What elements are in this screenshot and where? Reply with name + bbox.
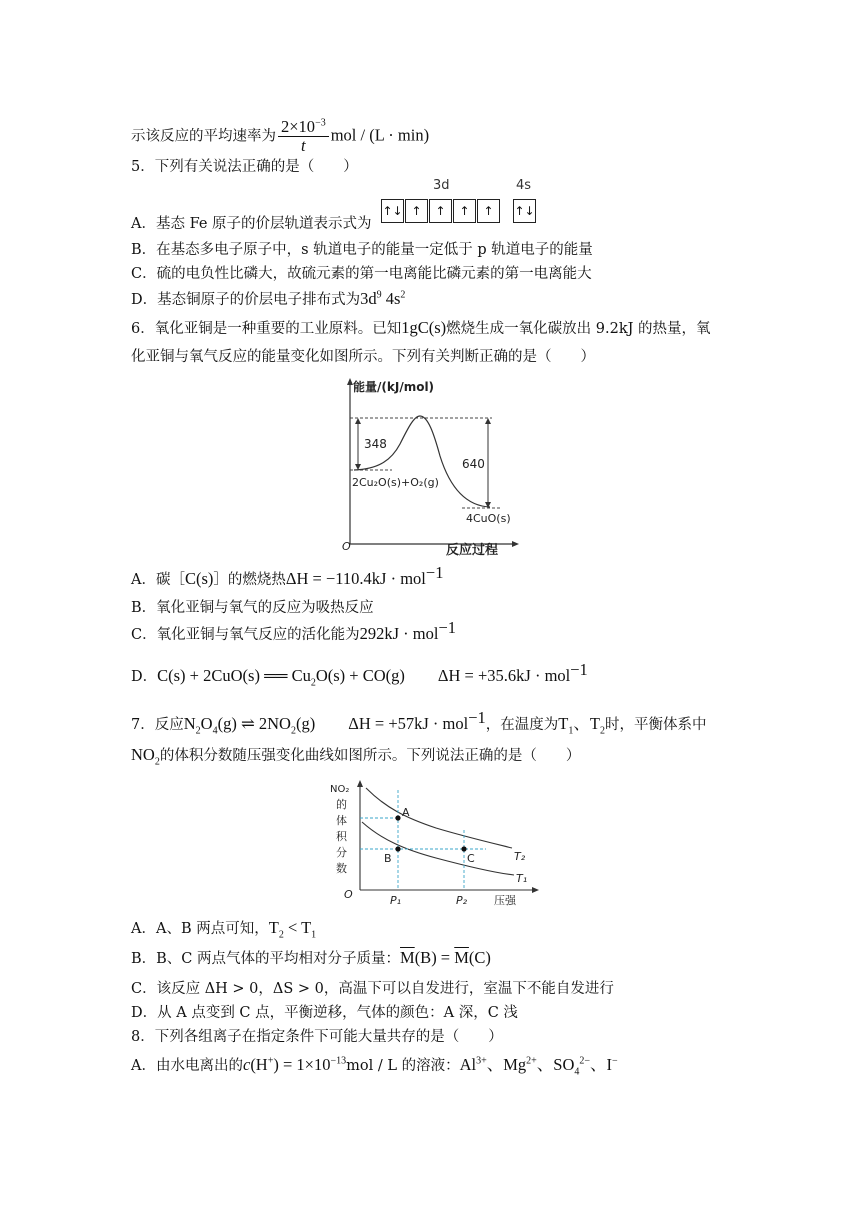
origin-label: O [342, 540, 351, 553]
q8-stem: 8．下列各组离子在指定条件下可能大量共存的是（ ） [131, 1029, 503, 1045]
q6-option-c: C．氧化亚铜与氧气反应的活化能为292kJ · mol$^{-1}$ [131, 618, 456, 643]
x-axis-label: 压强 [494, 894, 516, 907]
y-axis-label-top: NO₂ [330, 784, 350, 795]
rate-fraction: $\frac{2\times 10^{-3}}{t}$ [278, 118, 329, 155]
point-c-label: C [467, 852, 475, 865]
y-axis-label-char: 体 [336, 814, 347, 827]
orbital-box: ↑↓ [513, 199, 536, 223]
x-axis-label: 反应过程 [446, 543, 499, 558]
q6-option-b: B．氧化亚铜与氧气的反应为吸热反应 [131, 600, 374, 616]
origin-label: O [344, 888, 353, 901]
y-axis-label-char: 积 [336, 830, 347, 843]
y-axis-label: 能量/(kJ/mol) [353, 380, 435, 394]
orbital-box: ↑ [405, 199, 428, 223]
energy-diagram [342, 376, 520, 558]
q7-option-b: B．B、C 两点气体的平均相对分子质量：$\overline{M}(B) = \overline{M}(C)$ [131, 948, 491, 967]
curve-t1-label: T₁ [516, 872, 528, 885]
q5-stem: 5．下列有关说法正确的是（ ） [131, 159, 358, 175]
q7-option-d: D．从 A 点变到 C 点，平衡逆移，气体的颜色：A 深，C 浅 [131, 1005, 518, 1021]
product-label: 4CuO(s) [466, 512, 511, 525]
q7-stem-line1: 7．反应$N_2O_4(g)$ ⇌ $2NO_2(g)$ ΔH = +57kJ · mol$^{-1}$，在温度为$T_1$、$T_2$时，平衡体系中 [131, 708, 707, 737]
volume-fraction-chart [326, 780, 542, 910]
orbital-box: ↑↓ [381, 199, 404, 223]
q5-option-c: C．硫的电负性比磷大，故硫元素的第一电离能比磷元素的第一电离能大 [131, 266, 592, 282]
q6-stem-line2: 化亚铜与氧气反应的能量变化如图所示。下列有关判断正确的是（ ） [131, 349, 595, 365]
q7-stem-line2: $NO_2$的体积分数随压强变化曲线如图所示。下列说法正确的是（ ） [131, 745, 581, 768]
y-axis-label-char: 分 [336, 846, 347, 859]
q7-option-a: A．A、B 两点可知，$T_2 < T_1$ [131, 918, 317, 941]
orbital-box: ↑ [453, 199, 476, 223]
q6-option-d: D．C(s) + 2CuO(s) ══ $Cu_2O(s) + CO(g)$ ΔH = +35.6kJ · mol$^{-1}$ [131, 660, 588, 689]
y-axis-label-char: 的 [336, 798, 347, 811]
q8-option-a: A．由水电离出的$c(H^+) = 1\times 10^{-13}mol / L$ 的溶液：$Al^{3+}$、$Mg^{2+}$、$SO_4^{2-}$、I− [131, 1055, 618, 1078]
value-348: 348 [364, 437, 387, 451]
curve-t2-label: T₂ [514, 850, 526, 863]
q4-tail: 示该反应的平均速率为 $\frac{2\times 10^{-3}}{t}$ mol / (L · min) [131, 117, 430, 155]
point-a-label: A [402, 806, 410, 819]
p1-label: P₁ [390, 894, 402, 907]
orbital-box: ↑ [429, 199, 452, 223]
orbital-box: ↑ [477, 199, 500, 223]
q5-option-a: A．基态 Fe 原子的价层轨道表示式为 [131, 216, 372, 232]
q5-option-d: D．基态铜原子的价层电子排布式为$3d^9$ $4s^2$ [131, 289, 406, 308]
reactant-label: 2Cu₂O(s)+O₂(g) [352, 476, 439, 489]
point-b-label: B [384, 852, 392, 865]
q5-option-b: B．在基态多电子原子中，s 轨道电子的能量一定低于 p 轨道电子的能量 [131, 242, 593, 258]
q7-option-c: C．该反应 ΔH > 0，ΔS > 0，高温下可以自发进行，室温下不能自发进行 [131, 981, 614, 997]
label-4s: 4s [516, 178, 532, 193]
value-640: 640 [462, 457, 485, 471]
p2-label: P₂ [456, 894, 468, 907]
q6-stem-line1: 6．氧化亚铜是一种重要的工业原料。已知1gC(s)燃烧生成一氧化碳放出 9.2kJ 的热量，氧 [131, 318, 711, 337]
orbital-diagram [381, 178, 541, 228]
y-axis-label-char: 数 [336, 862, 347, 875]
q6-option-a: A．碳［C(s)］的燃烧热ΔH = −110.4kJ · mol$^{-1}$ [131, 563, 444, 588]
label-3d: 3d [433, 178, 450, 193]
